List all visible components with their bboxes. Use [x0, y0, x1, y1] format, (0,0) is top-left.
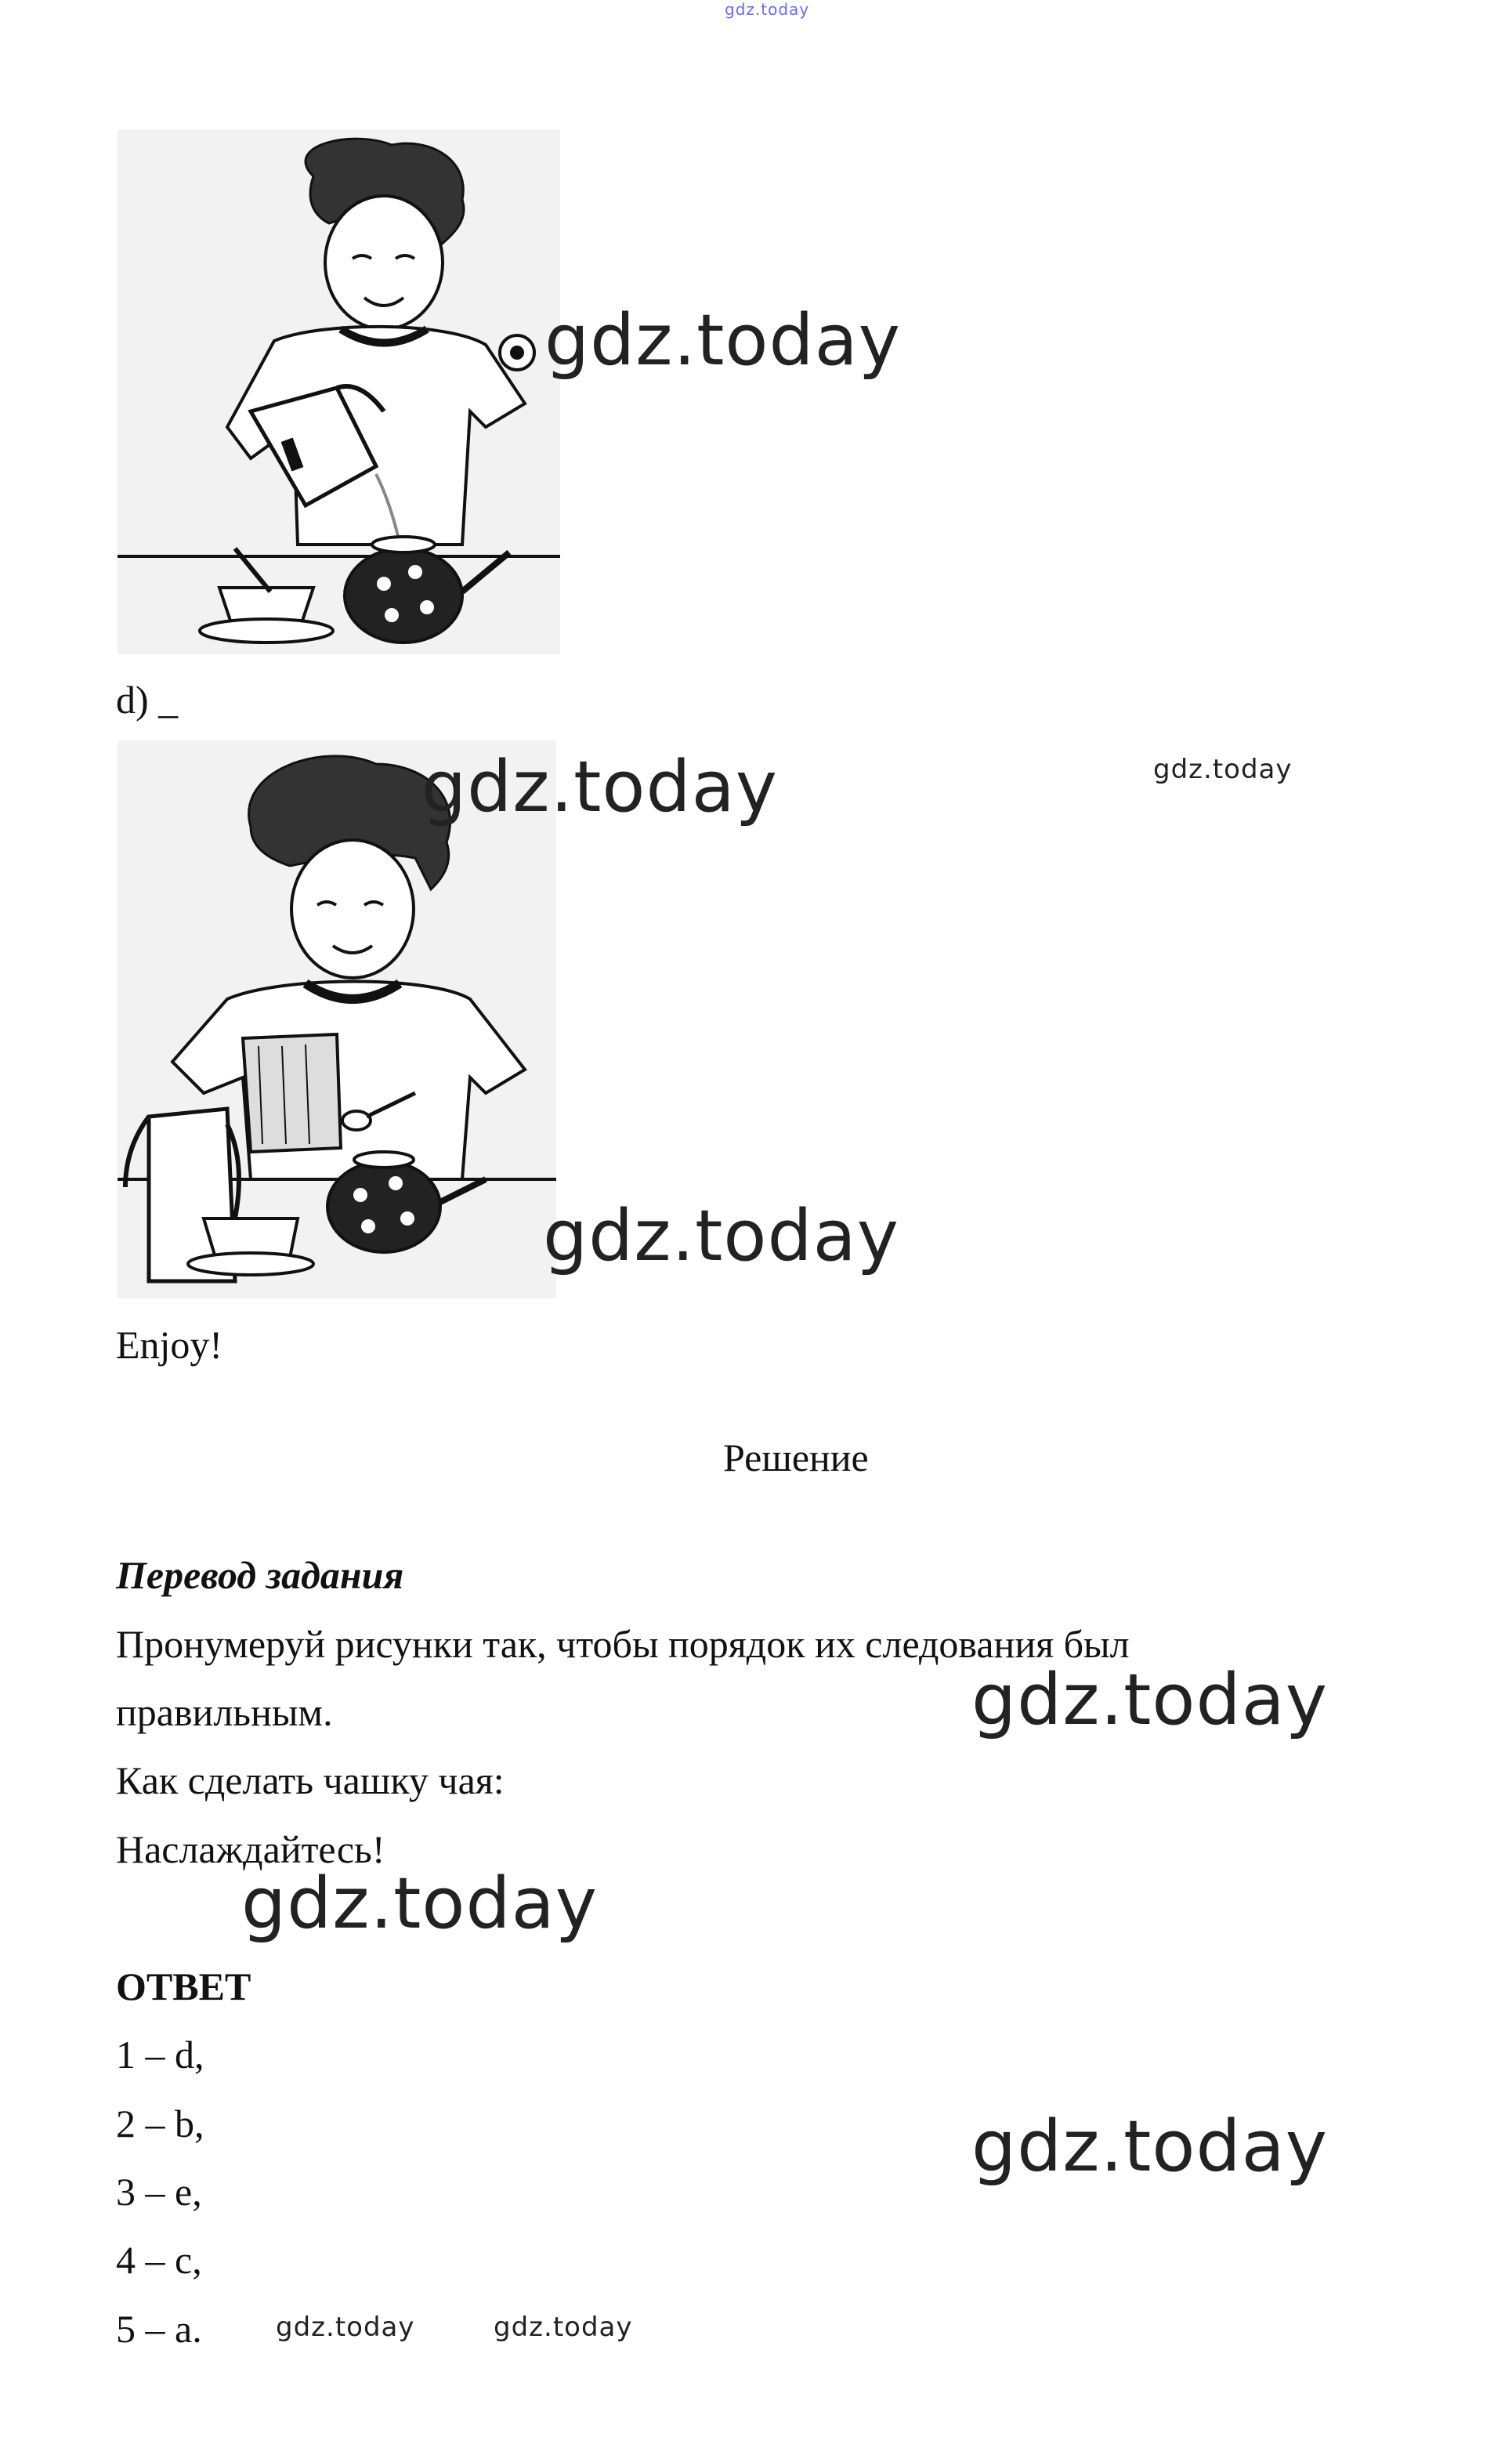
- answer-item: 4 – c,: [116, 2238, 202, 2282]
- watermark: gdz.today: [971, 1659, 1329, 1741]
- watermark: gdz.today: [276, 2312, 415, 2343]
- answer-title: ОТВЕТ: [116, 1964, 251, 2008]
- watermark-top: gdz.today: [725, 0, 810, 19]
- translation-line: правильным.: [116, 1690, 333, 1734]
- illustration-boy-pouring-water: [118, 129, 560, 654]
- watermark: gdz.today: [1153, 754, 1293, 785]
- task-text-enjoy: Enjoy!: [116, 1323, 223, 1367]
- watermark: gdz.today: [241, 1863, 599, 1945]
- watermark: gdz.today: [494, 2312, 633, 2343]
- translation-line: Пронумеруй рисунки так, чтобы порядок их следования был: [116, 1622, 1130, 1666]
- translation-line: Как сделать чашку чая:: [116, 1758, 505, 1802]
- translation-line: Наслаждайтесь!: [116, 1827, 385, 1871]
- answer-item: 5 – a.: [116, 2307, 202, 2351]
- picture-caption-d: d) _: [116, 678, 179, 722]
- answer-item: 2 – b,: [116, 2102, 204, 2145]
- watermark: gdz.today: [544, 299, 902, 382]
- watermark: gdz.today: [421, 746, 779, 828]
- solution-heading: Решение: [723, 1436, 869, 1479]
- answer-item: 3 – e,: [116, 2170, 202, 2214]
- translation-title: Перевод задания: [116, 1553, 404, 1597]
- answer-item: 1 – d,: [116, 2033, 204, 2076]
- watermark: gdz.today: [971, 2105, 1329, 2188]
- watermark: gdz.today: [543, 1195, 900, 1277]
